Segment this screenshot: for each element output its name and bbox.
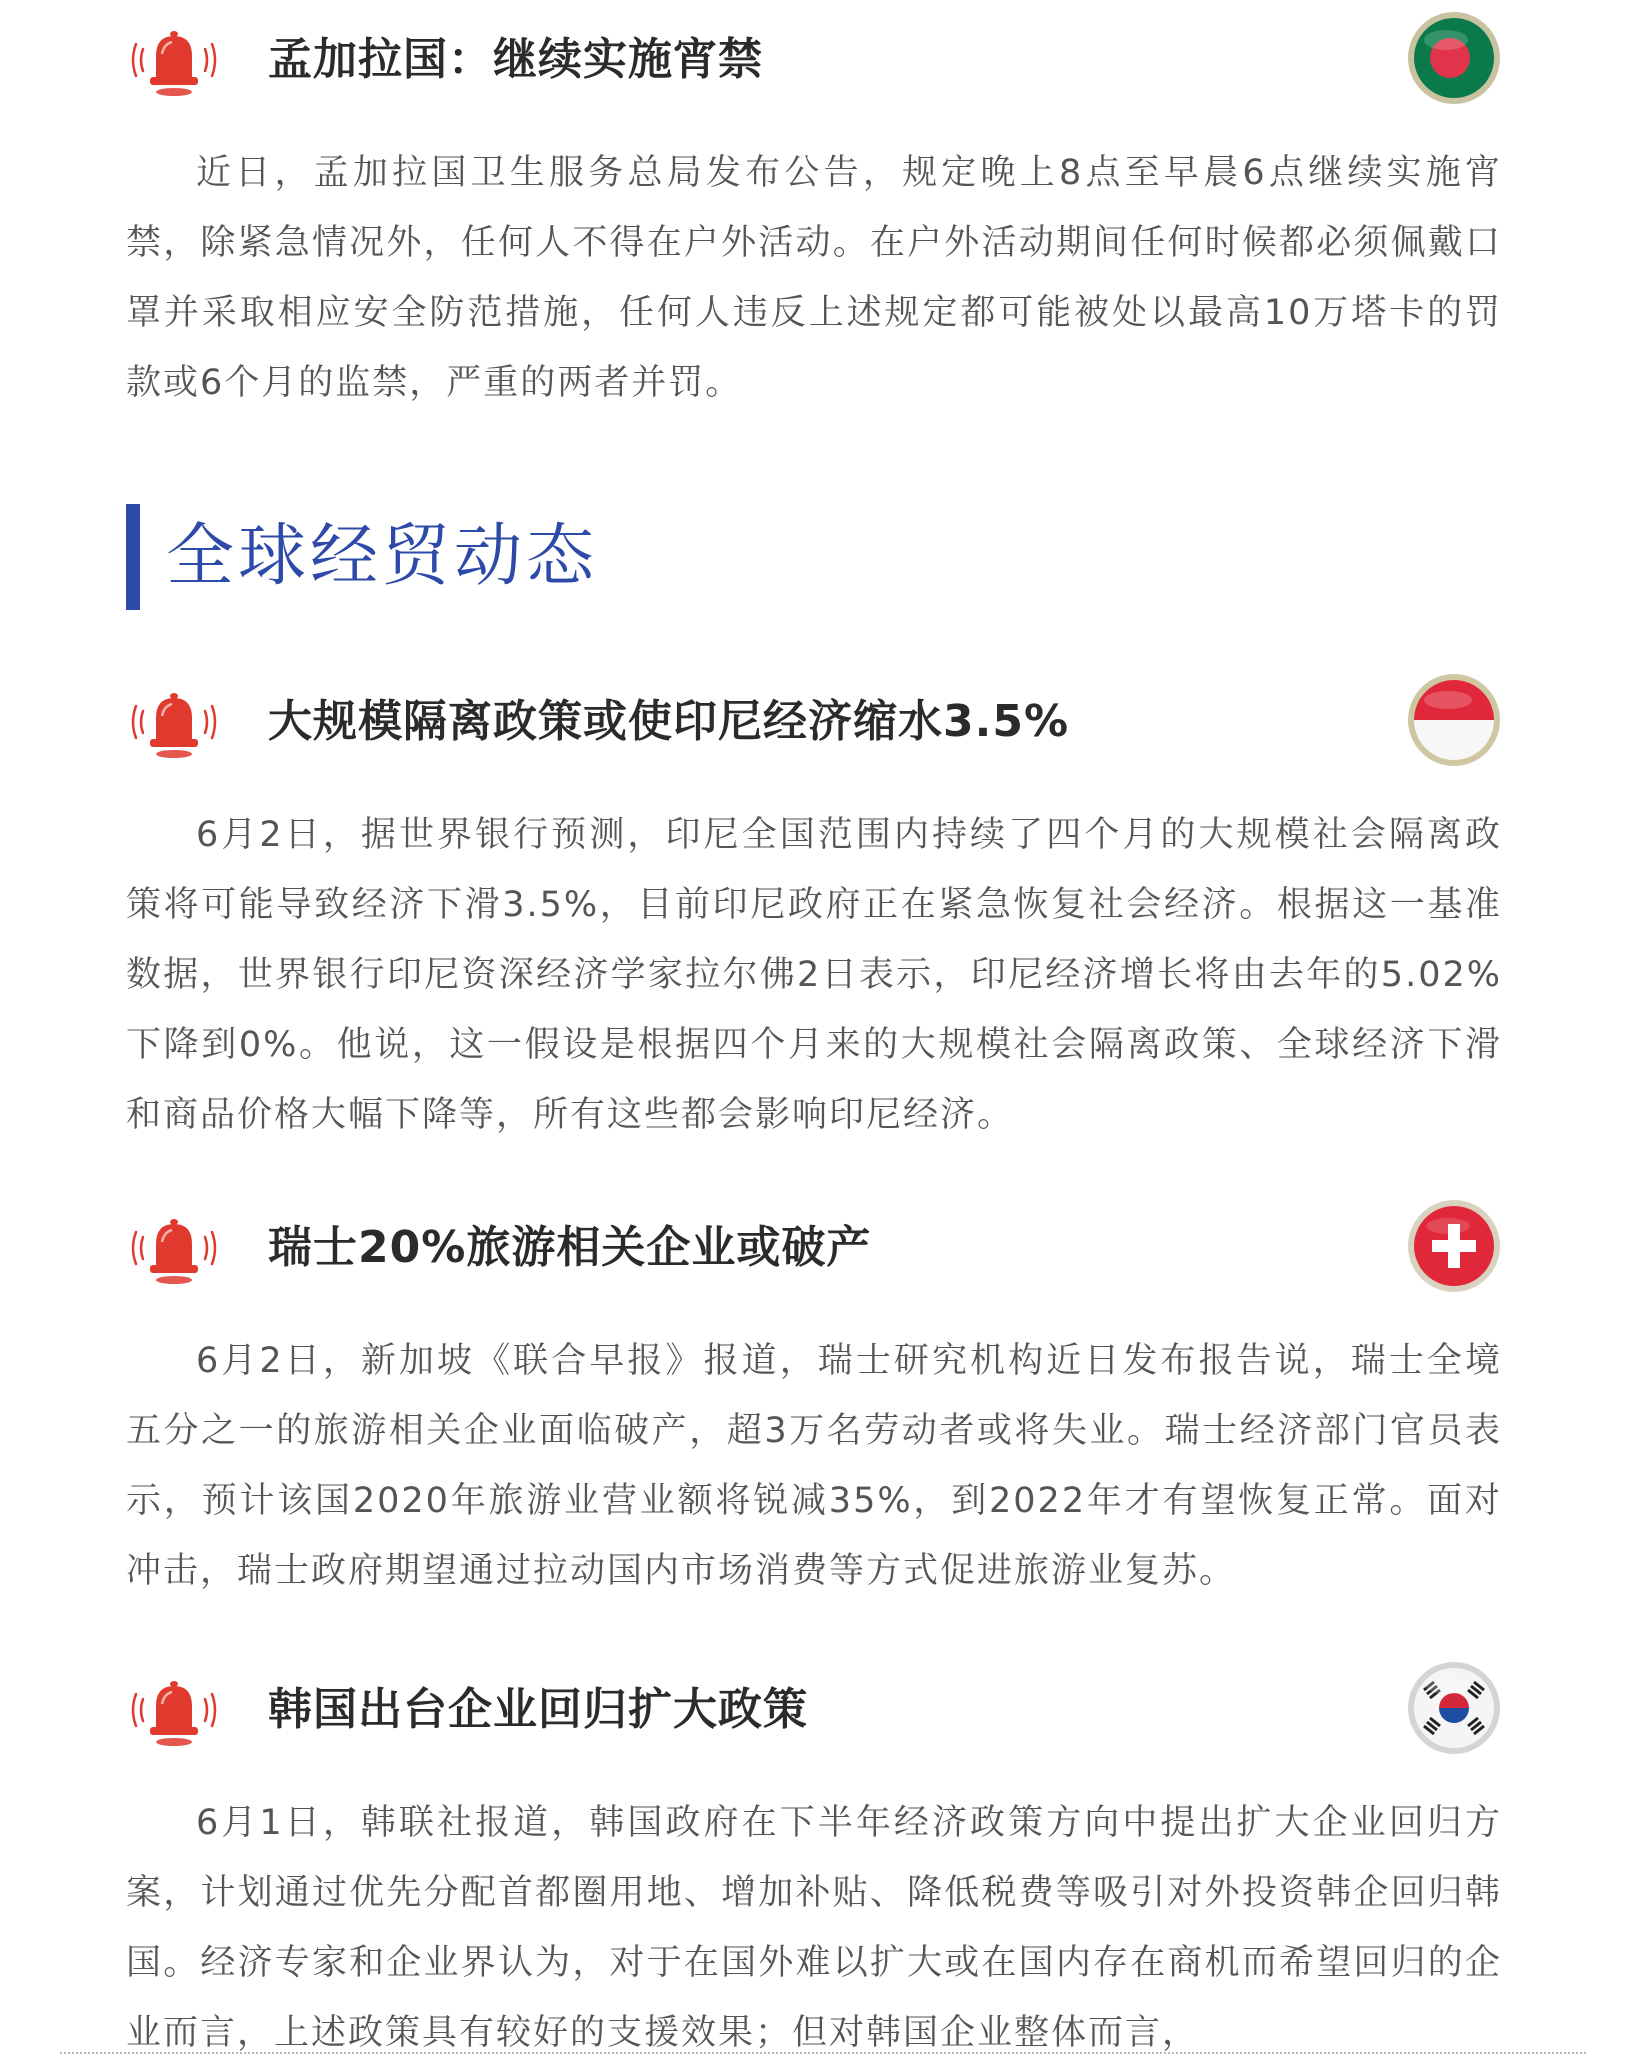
alarm-bell-icon xyxy=(126,684,222,760)
news-item xyxy=(126,1198,1502,1606)
news-item xyxy=(126,10,1502,418)
south-korea-flag-icon xyxy=(1406,1660,1502,1756)
switzerland-flag-icon xyxy=(1406,1198,1502,1294)
indonesia-flag-icon xyxy=(1406,672,1502,768)
section-heading xyxy=(126,504,1502,612)
alarm-bell-icon xyxy=(126,22,222,98)
item-title: 孟加拉国：继续实施宵禁 xyxy=(268,34,763,85)
item-header xyxy=(126,1198,1502,1298)
alarm-bell-icon xyxy=(126,1672,222,1748)
section-title: 全球经贸动态 xyxy=(166,517,599,596)
bangladesh-flag-icon xyxy=(1406,10,1502,106)
item-header xyxy=(126,10,1502,110)
news-item xyxy=(126,1660,1502,2068)
item-header xyxy=(126,672,1502,772)
item-title: 大规模隔离政策或使印尼经济缩水3.5% xyxy=(268,696,1070,747)
item-body: 6月2日，据世界银行预测，印尼全国范围内持续了四个月的大规模社会隔离政策将可能导致经济下滑3.5%，目前印尼政府正在紧急恢复社会经济。根据这一基准数据，世界银行印尼资深经济学家拉尔佛2日表示，印尼经济增长将由去年的5.02%下降到0%。他说，这一假设是根据四个月来的大规模社会隔离政策、全球经济下滑和商品价格大幅下降等，所有这些都会影响印尼经济。 xyxy=(126,815,1502,1135)
item-body: 6月1日，韩联社报道，韩国政府在下半年经济政策方向中提出扩大企业回归方案，计划通过优先分配首都圈用地、增加补贴、降低税费等吸引对外投资韩企回归韩国。经济专家和企业界认为，对于在国外难以扩大或在国内存在商机而希望回归的企业而言，上述政策具有较好的支援效果；但对韩国企业整体而言， xyxy=(126,1803,1502,2053)
item-body: 6月2日，新加坡《联合早报》报道，瑞士研究机构近日发布报告说，瑞士全境五分之一的旅游相关企业面临破产，超3万名劳动者或将失业。瑞士经济部门官员表示，预计该国2020年旅游业营业额将锐减35%，到2022年才有望恢复正常。面对冲击，瑞士政府期望通过拉动国内市场消费等方式促进旅游业复苏。 xyxy=(126,1341,1502,1591)
alarm-bell-icon xyxy=(126,1210,222,1286)
item-title: 韩国出台企业回归扩大政策 xyxy=(268,1684,808,1735)
item-body: 近日，孟加拉国卫生服务总局发布公告，规定晚上8点至早晨6点继续实施宵禁，除紧急情况外，任何人不得在户外活动。在户外活动期间任何时候都必须佩戴口罩并采取相应安全防范措施，任何人违反上述规定都可能被处以最高10万塔卡的罚款或6个月的监禁，严重的两者并罚。 xyxy=(126,153,1502,403)
item-title: 瑞士20%旅游相关企业或破产 xyxy=(268,1222,872,1273)
news-item xyxy=(126,672,1502,1150)
section-accent-bar xyxy=(126,504,140,610)
dotted-divider xyxy=(60,2052,1586,2054)
item-header xyxy=(126,1660,1502,1760)
